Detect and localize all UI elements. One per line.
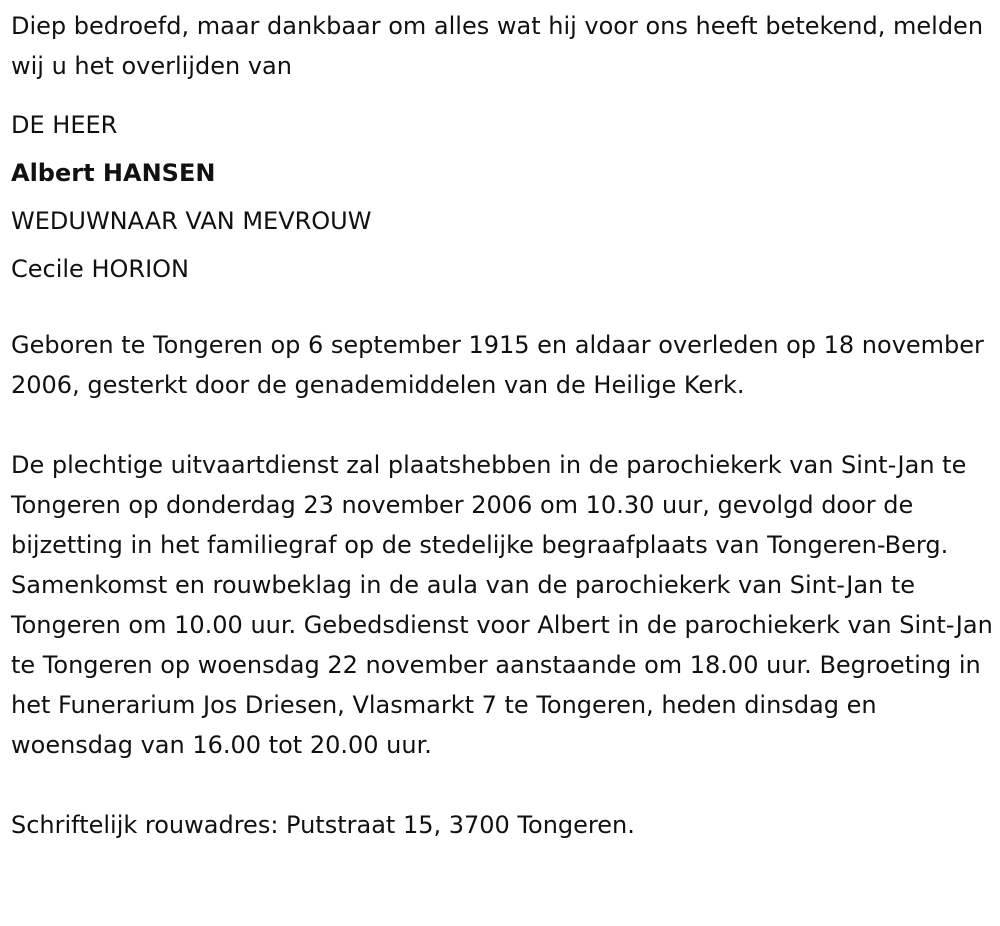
spacer <box>11 405 996 445</box>
obituary-notice <box>11 6 996 845</box>
birth-death-text: Geboren te Tongeren op 6 september 1915 en aldaar overleden op 18 november 2006, gesterkt door de genademiddelen van de Heilige Kerk. <box>11 331 984 399</box>
intro-text: Diep bedroefd, maar dankbaar om alles wat hij voor ons heeft betekend, melden wij u het overlijden van <box>11 12 984 80</box>
funeral-text: De plechtige uitvaartdienst zal plaatshebben in de parochiekerk van Sint-Jan te Tongeren op donderdag 23 november 2006 om 10.30 uur, gevolgd door de bijzetting in het familiegraf op de stedelijke begraafplaats van Tongeren-Berg. Samenkomst en rouwbeklag in de aula van de parochiekerk van Sint-Jan te Tongeren om 10.00 uur. Gebedsdienst voor Albert in de parochiekerk van Sint-Jan te Tongeren op woensdag 22 november aanstaande om 18.00 uur. Begroeting in het Funerarium Jos Driesen, Vlasmarkt 7 te Tongeren, heden dinsdag en woensdag van 16.00 tot 20.00 uur. <box>11 451 993 759</box>
spacer <box>11 765 996 805</box>
spacer <box>11 293 996 325</box>
spouse-name: Cecile HORION <box>11 255 189 283</box>
deceased-name: Albert HANSEN <box>11 159 216 187</box>
address-text: Schriftelijk rouwadres: Putstraat 15, 3700 Tongeren. <box>11 811 635 839</box>
title-prefix: DE HEER <box>11 111 118 139</box>
relation-text: WEDUWNAAR VAN MEVROUW <box>11 207 372 235</box>
